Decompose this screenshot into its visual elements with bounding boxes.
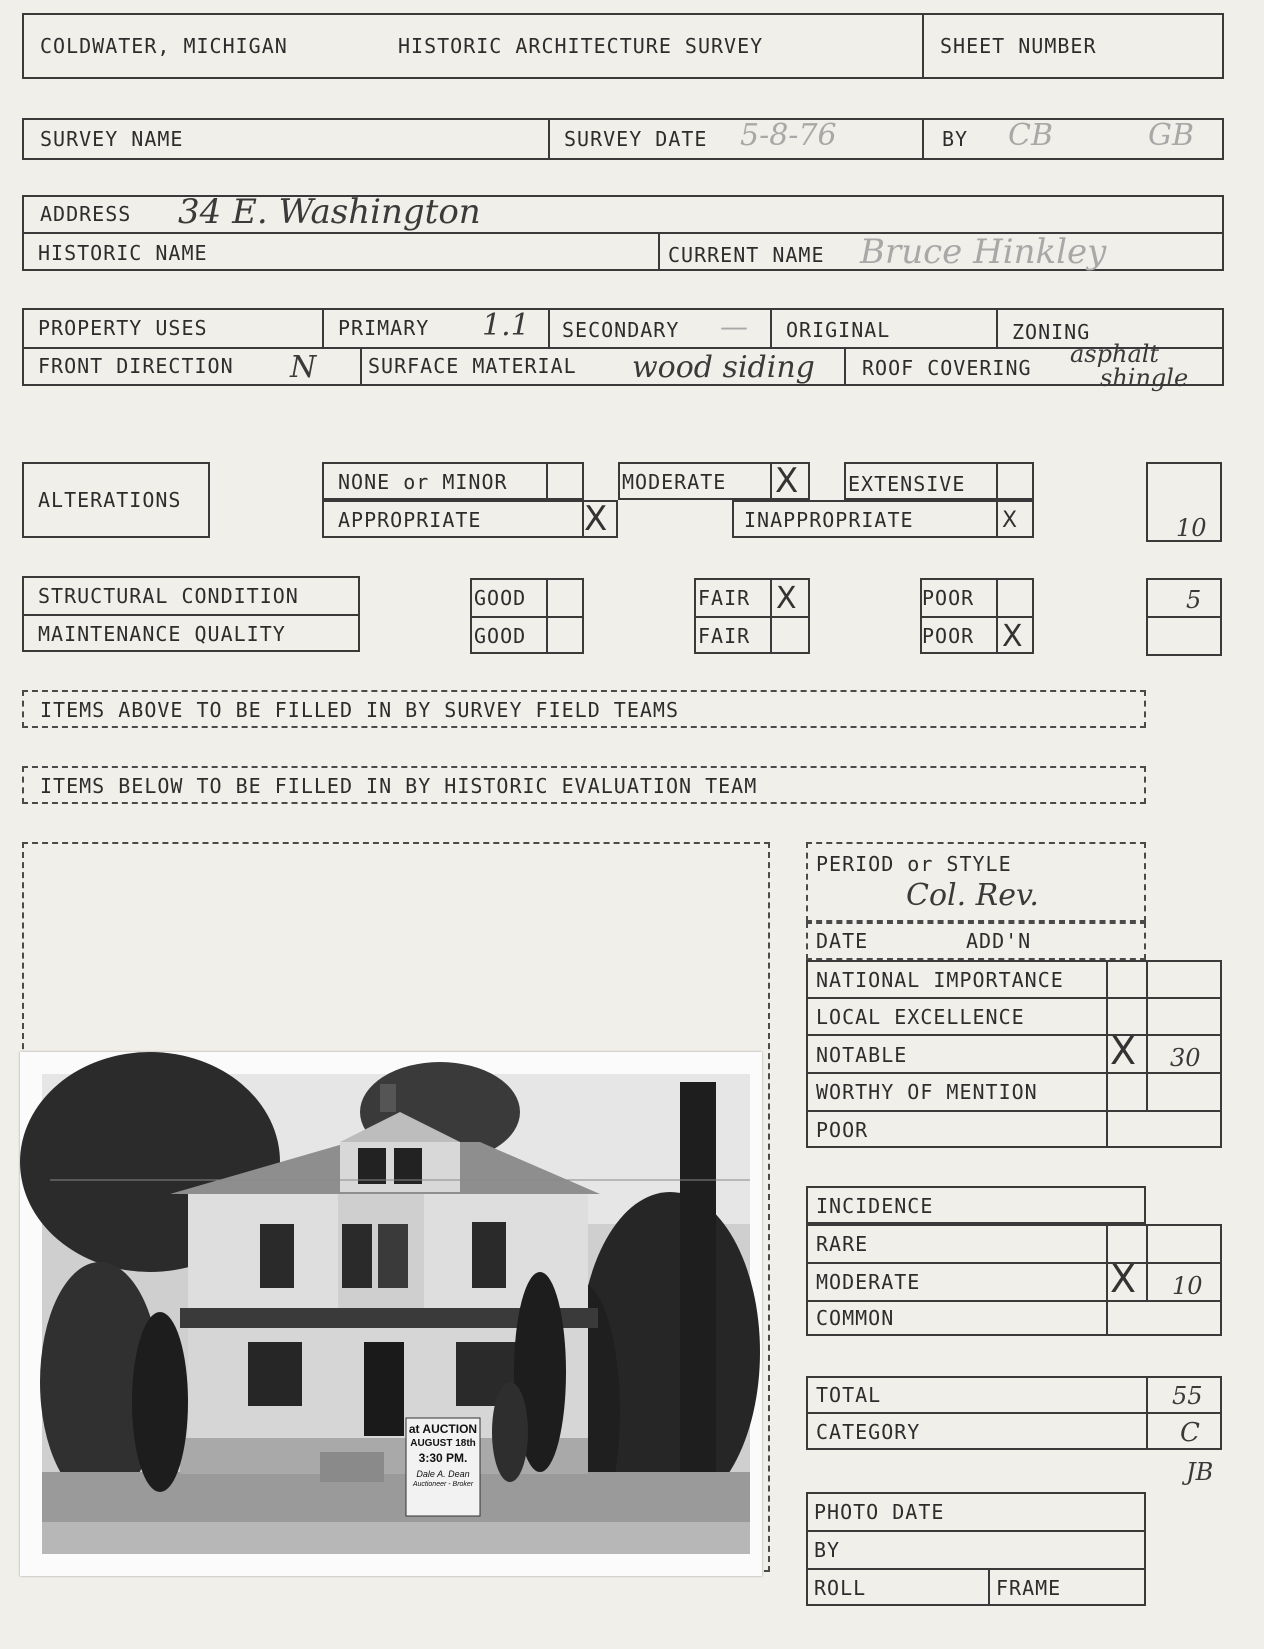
auction-sign-line2: AUGUST 18th xyxy=(410,1438,476,1449)
inappropriate-mark: X xyxy=(1002,508,1018,533)
survey-by-label: BY xyxy=(942,127,969,151)
date-label: DATE xyxy=(816,929,869,953)
auction-sign-line4: Dale A. Dean xyxy=(416,1469,470,1479)
primary-label: PRIMARY xyxy=(338,316,430,340)
maintenance-fair-label: FAIR xyxy=(698,624,751,648)
notable-label: NOTABLE xyxy=(816,1043,908,1067)
auction-sign-line3: 3:30 PM. xyxy=(418,1451,468,1465)
header-city: COLDWATER, MICHIGAN xyxy=(40,34,288,58)
below-note: ITEMS BELOW TO BE FILLED IN BY HISTORIC EVALUATION TEAM xyxy=(40,774,758,798)
address-value: 34 E. Washington xyxy=(178,192,481,232)
moderate-label: MODERATE xyxy=(622,470,727,494)
survey-date-value: 5-8-76 xyxy=(740,118,837,153)
incidence-label: INCIDENCE xyxy=(816,1194,934,1218)
frame-label: FRAME xyxy=(996,1576,1062,1600)
secondary-label: SECONDARY xyxy=(562,318,680,342)
period-label: PERIOD or STYLE xyxy=(816,852,1012,876)
incidence-moderate-mark: X xyxy=(1110,1257,1137,1301)
extensive-label: EXTENSIVE xyxy=(848,472,966,496)
survey-initials: GB xyxy=(1148,118,1195,153)
addn-label: ADD'N xyxy=(966,929,1032,953)
none-minor-label: NONE or MINOR xyxy=(338,470,508,494)
survey-date-label: SURVEY DATE xyxy=(564,127,708,151)
inappropriate-label: INAPPROPRIATE xyxy=(744,508,914,532)
alterations-label: ALTERATIONS xyxy=(38,488,182,512)
category-value: C xyxy=(1180,1418,1200,1448)
condition-score: 5 xyxy=(1186,586,1202,614)
photo-by-label: BY xyxy=(814,1538,841,1562)
incidence-moderate-label: MODERATE xyxy=(816,1270,921,1294)
category-label: CATEGORY xyxy=(816,1420,921,1444)
header-title: HISTORIC ARCHITECTURE SURVEY xyxy=(398,34,764,58)
auction-sign-line5: Auctioneer - Broker xyxy=(412,1481,474,1488)
roof-covering-label: ROOF COVERING xyxy=(862,356,1032,380)
worthy-label: WORTHY OF MENTION xyxy=(816,1080,1038,1104)
notable-score: 30 xyxy=(1170,1044,1201,1072)
survey-by-value: CB xyxy=(1008,118,1053,153)
secondary-value: — xyxy=(720,310,748,343)
total-value: 55 xyxy=(1172,1382,1203,1410)
house-photo xyxy=(20,1052,762,1576)
structural-condition-label: STRUCTURAL CONDITION xyxy=(38,584,299,608)
structural-poor-label: POOR xyxy=(922,586,975,610)
property-uses-label: PROPERTY USES xyxy=(38,316,208,340)
historic-name-label: HISTORIC NAME xyxy=(38,241,208,265)
current-name-value: Bruce Hinkley xyxy=(860,232,1107,272)
period-value: Col. Rev. xyxy=(906,878,1039,913)
surface-material-value: wood siding xyxy=(632,350,815,385)
alterations-score: 10 xyxy=(1176,514,1207,542)
total-label: TOTAL xyxy=(816,1383,882,1407)
maintenance-poor-mark: X xyxy=(1002,619,1023,654)
notable-mark: X xyxy=(1110,1029,1137,1073)
local-excellence-label: LOCAL EXCELLENCE xyxy=(816,1005,1025,1029)
appropriate-label: APPROPRIATE xyxy=(338,508,482,532)
roof-covering-value-2: shingle xyxy=(1100,364,1189,392)
sheet-number-label: SHEET NUMBER xyxy=(940,34,1097,58)
maintenance-good-label: GOOD xyxy=(474,624,527,648)
rare-label: RARE xyxy=(816,1232,869,1256)
appropriate-mark: X xyxy=(584,499,608,539)
roof-covering-value-1: asphalt xyxy=(1070,340,1160,368)
survey-name-label: SURVEY NAME xyxy=(40,127,184,151)
front-direction-label: FRONT DIRECTION xyxy=(38,354,234,378)
photo-date-label: PHOTO DATE xyxy=(814,1500,945,1524)
maintenance-poor-label: POOR xyxy=(922,624,975,648)
address-label: ADDRESS xyxy=(40,202,132,226)
auction-sign-line1: at AUCTION xyxy=(408,1422,478,1436)
roll-label: ROLL xyxy=(814,1576,867,1600)
common-label: COMMON xyxy=(816,1306,895,1330)
moderate-mark: X xyxy=(775,461,799,501)
structural-fair-label: FAIR xyxy=(698,586,751,610)
poor-label: POOR xyxy=(816,1118,869,1142)
above-note: ITEMS ABOVE TO BE FILLED IN BY SURVEY FIELD TEAMS xyxy=(40,698,680,722)
surface-material-label: SURFACE MATERIAL xyxy=(368,354,577,378)
structural-good-label: GOOD xyxy=(474,586,527,610)
national-importance-label: NATIONAL IMPORTANCE xyxy=(816,968,1064,992)
auction-sign xyxy=(406,1418,480,1516)
zoning-label: ZONING xyxy=(1012,320,1091,344)
structural-fair-mark: X xyxy=(776,581,797,616)
current-name-label: CURRENT NAME xyxy=(668,243,825,267)
maintenance-quality-label: MAINTENANCE QUALITY xyxy=(38,622,286,646)
totals-initials: JB xyxy=(1186,1458,1214,1486)
house-photo-image xyxy=(20,1052,762,1576)
front-direction-value: N xyxy=(290,350,317,385)
original-label: ORIGINAL xyxy=(786,318,891,342)
incidence-moderate-score: 10 xyxy=(1172,1272,1203,1300)
primary-value: 1.1 xyxy=(482,308,530,343)
